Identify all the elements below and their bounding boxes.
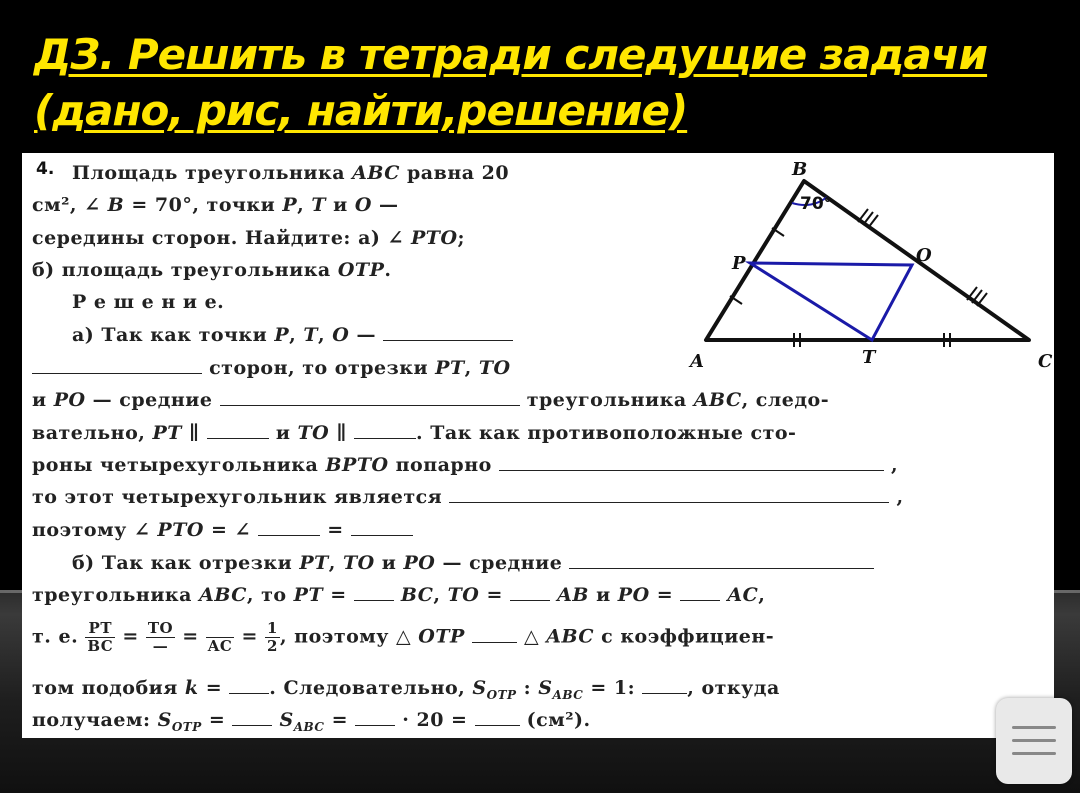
task-line: б) Так как отрезки PT, TO и PO — средние [72, 551, 874, 575]
fraction: $\frac{1}{2}$ [267, 619, 278, 655]
answer-blank [472, 628, 517, 643]
answer-blank [32, 359, 202, 374]
answer-blank [258, 521, 320, 536]
answer-blank [680, 586, 720, 601]
answer-blank [383, 326, 513, 341]
task-line: получаем: $S_{OTP} = S_{ABC}$ = · 20 = (см²). [32, 709, 591, 734]
triangle-abc [706, 181, 1029, 340]
answer-blank [642, 679, 687, 694]
label-p: P [732, 253, 746, 274]
answer-blank [354, 586, 394, 601]
answer-blank [569, 554, 874, 569]
label-c: C [1038, 351, 1053, 372]
task-number: 4. [36, 159, 55, 179]
answer-blank [207, 424, 269, 439]
task-line: см², ∠ B = 70°, точки P, T и O — [32, 194, 399, 216]
answer-blank [510, 586, 550, 601]
fraction: AC [206, 620, 235, 655]
task-line: поэтому ∠ PTO = ∠ = [32, 518, 413, 542]
task-line: Площадь треугольника ABC равна 20 [72, 162, 510, 184]
textbook-page-scan [22, 153, 1054, 738]
triangle-otp [750, 263, 912, 340]
task-line: и PO — средние треугольника ABC, следо- [32, 389, 830, 411]
label-t: T [862, 347, 876, 368]
task-line: Р е ш е н и е. [72, 291, 225, 313]
homework-title-line1: ДЗ. Решить в тетради следущие задачи [34, 30, 988, 79]
answer-blank [449, 488, 889, 503]
task-line: вательно, PT ∥ и TO ∥ . Так как противоположные сто- [32, 422, 797, 444]
answer-blank [355, 711, 395, 726]
task-line: середины сторон. Найдите: а) ∠ PTO; [32, 227, 466, 249]
menu-button[interactable] [996, 698, 1072, 784]
task-line: т. е. $\frac{PT}{BC}$ = $\frac{TO}{—}$ = AC = $\frac{1}{2}$ , поэтому △ OTP △ ABC с коэффициен- [32, 619, 775, 655]
homework-title-line2: (дано, рис, найти,решение) [34, 86, 688, 135]
tick-marks [730, 209, 987, 347]
fraction: $\frac{PT}{BC}$ [87, 619, 114, 655]
task-line: сторон, то отрезки PT, TO [32, 356, 511, 380]
task-line: б) площадь треугольника OTP. [32, 259, 392, 281]
angle-label: 70° [800, 194, 833, 214]
fraction: $\frac{TO}{—}$ [147, 619, 174, 655]
triangle-figure [682, 157, 1054, 387]
label-a: A [690, 351, 704, 372]
label-o: O [916, 245, 932, 266]
answer-blank [220, 391, 520, 406]
answer-blank [351, 521, 413, 536]
answer-blank [229, 679, 269, 694]
task-line: то этот четырехугольник является , [32, 486, 904, 508]
answer-blank [499, 456, 884, 471]
answer-blank [354, 424, 416, 439]
task-line: том подобия k = . Следовательно, $S_{OTP}$ : $S_{ABC} = 1$: , откуда [32, 677, 780, 702]
task-line: роны четырехугольника BPTO попарно , [32, 454, 899, 476]
answer-blank [232, 711, 272, 726]
answer-blank [475, 711, 520, 726]
label-b: B [792, 159, 808, 180]
task-line: а) Так как точки P, T, O — [72, 323, 513, 347]
task-line: треугольника ABC, то PT = BC, TO = AB и PO = AC, [32, 584, 766, 606]
